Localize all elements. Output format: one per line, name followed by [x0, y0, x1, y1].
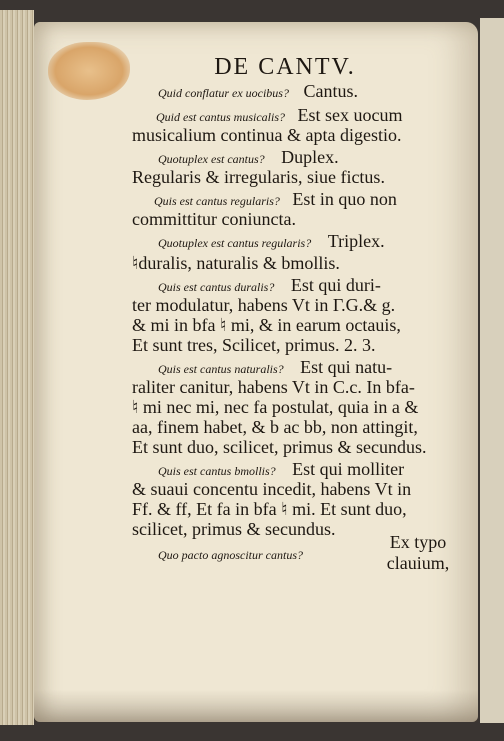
- text-line-2: Quid est cantus musicalis? Est sex uocum: [156, 105, 403, 125]
- text-line-8: Quotuplex est cantus regularis? Triplex.: [158, 231, 385, 251]
- running-header: DE CANTV.: [214, 54, 356, 80]
- text-line-18: Et sunt duo, scilicet, primus & secundus.: [132, 437, 427, 457]
- text-line-13: Et sunt tres, Scilicet, primus. 2. 3.: [132, 335, 376, 355]
- text-line-5: Regularis & irregularis, siue fictus.: [132, 167, 385, 187]
- text-line-22: scilicet, primus & secundus.: [132, 519, 336, 539]
- text-line-9: ♮duralis, naturalis & bmollis.: [132, 253, 340, 273]
- text-line-6: Quis est cantus regularis? Est in quo non: [154, 189, 397, 209]
- text-line-1: Quid conflatur ex uocibus? Cantus.: [158, 81, 358, 101]
- text-line-17: aa, finem habet, & b ac bb, non attingit,: [132, 417, 418, 437]
- text-line-11: ter modulatur, habens Vt in Γ.G.& g.: [132, 295, 396, 315]
- text-line-3: musicalium continua & apta digestio.: [132, 125, 402, 145]
- text-line-14: Quis est cantus naturalis? Est qui natu-: [158, 357, 393, 377]
- text-line-4: Quotuplex est cantus? Duplex.: [158, 147, 339, 167]
- text-line-19: Quis est cantus bmollis? Est qui molliter: [158, 459, 405, 479]
- catchword-block: Ex typo clauium,: [386, 532, 450, 573]
- text-line-10: Quis est cantus duralis? Est qui duri-: [158, 275, 381, 295]
- text-line-16: ♮ mi nec mi, nec fa postulat, quia in a &: [132, 397, 419, 417]
- text-line-23: Quo pacto agnoscitur cantus?: [158, 548, 303, 562]
- text-line-15: raliter canitur, habens Vt in C.c. In bfa-: [132, 377, 415, 397]
- text-line-12: & mi in bfa ♮ mi, & in earum octauis,: [132, 315, 401, 335]
- text-line-7: committitur coniuncta.: [132, 209, 296, 229]
- text-line-20: & suaui concentu incedit, habens Vt in: [132, 479, 412, 499]
- text-line-21: Ff. & ff, Et fa in bfa ♮ mi. Et sunt duo,: [132, 499, 407, 519]
